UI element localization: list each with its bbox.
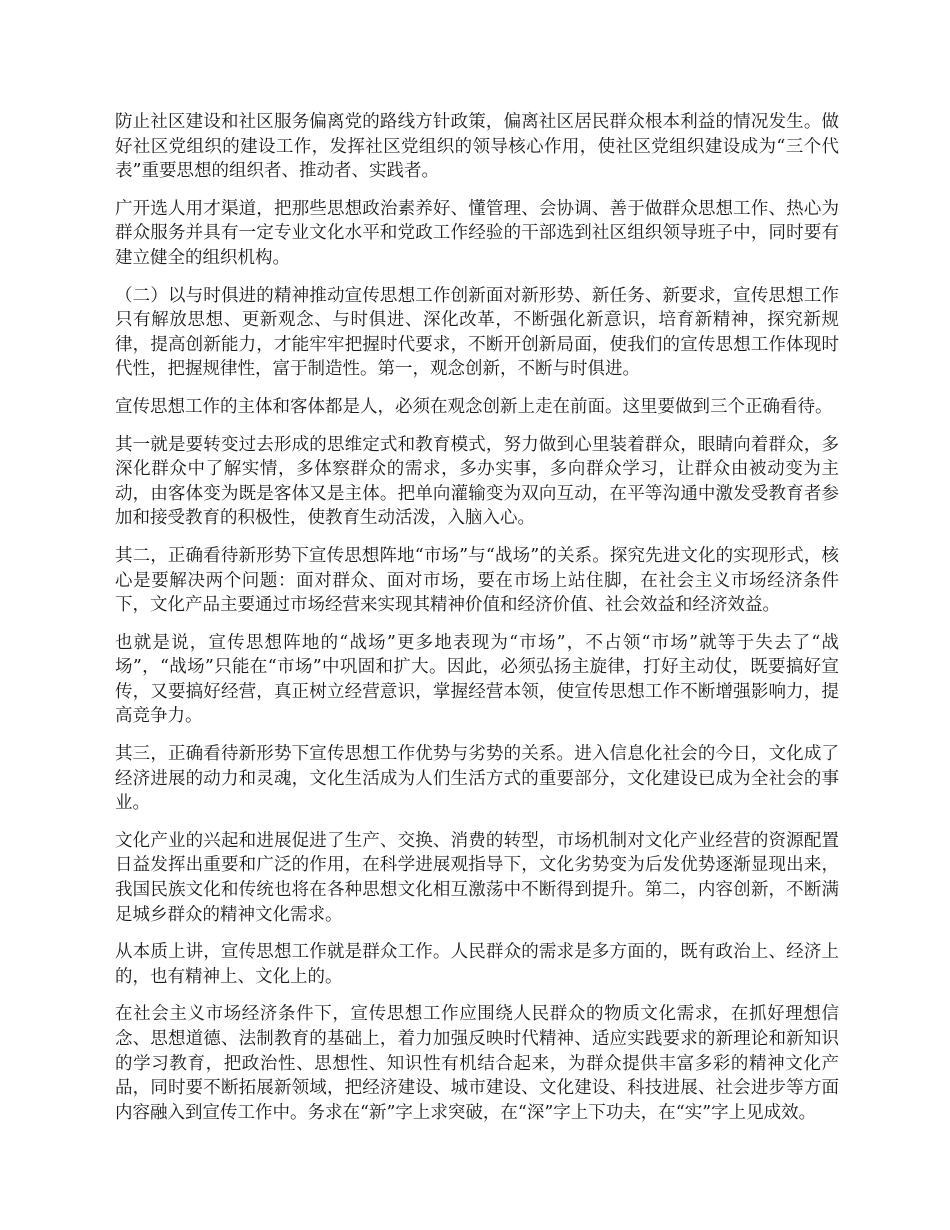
paragraph-3: （二）以与时俱进的精神推动宣传思想工作创新面对新形势、新任务、新要求，宣传思想工作只有解放思想、更新观念、与时俱进、深化改革，不断强化新意识，培育新精神，探究新规律，提高创新能力，才能牢牢把握时代要求，不断开创新局面，使我们的宣传思想工作体现时代性，把握规律性，富于制造性。第一，观念创新，不断与时俱进。 — [115, 285, 839, 380]
paragraph-4: 宣传思想工作的主体和客体都是人，必须在观念创新上走在前面。这里要做到三个正确看待。 — [115, 396, 833, 417]
paragraph-10: 从本质上讲，宣传思想工作就是群众工作。人民群众的需求是多方面的，既有政治上、经济上的，也有精神上、文化上的。 — [115, 942, 839, 987]
paragraph-7: 也就是说，宣传思想阵地的“战场”更多地表现为“市场”，不占领“市场”就等于失去了“战场”，“战场”只能在“市场”中巩固和扩大。因此，必须弘扬主旋律，打好主动仗，既要搞好宣传，又要搞好经营，真正树立经营意识，掌握经营本领，使宣传思想工作不断增强影响力，提高竞争力。 — [115, 632, 839, 727]
document-body — [115, 110, 839, 1138]
paragraph-8: 其三，正确看待新形势下宣传思想工作优势与劣势的关系。进入信息化社会的今日，文化成了经济进展的动力和灵魂，文化生活成为人们生活方式的重要部分，文化建设已成为全社会的事业。 — [115, 744, 839, 814]
paragraph-9: 文化产业的兴起和进展促进了生产、交换、消费的转型，市场机制对文化产业经营的资源配置日益发挥出重要和广泛的作用，在科学进展观指导下，文化劣势变为后发优势逐渐显现出来，我国民族文化和传统也将在各种思想文化相互激荡中不断得到提升。第二，内容创新，不断满足城乡群众的精神文化需求。 — [115, 830, 839, 925]
paragraph-11: 在社会主义市场经济条件下，宣传思想工作应围绕人民群众的物质文化需求，在抓好理想信念、思想道德、法制教育的基础上，着力加强反映时代精神、适应实践要求的新理论和新知识的学习教育，把政治性、思想性、知识性有机结合起来，为群众提供丰富多彩的精神文化产品，同时要不断拓展新领域，把经济建设、城市建设、文化建设、科技进展、社会进步等方面内容融入到宣传工作中。务求在“新”字上求突破，在“深”字上下功夫，在“实”字上见成效。 — [115, 1004, 839, 1123]
paragraph-5: 其一就是要转变过去形成的思维定式和教育模式，努力做到心里装着群众，眼睛向着群众，多深化群众中了解实情，多体察群众的需求，多办实事，多向群众学习，让群众由被动变为主动，由客体变为既是客体又是主体。把单向灌输变为双向互动，在平等沟通中激发受教育者参加和接受教育的积极性，使教育生动活泼，入脑入心。 — [115, 434, 839, 529]
paragraph-6: 其二，正确看待新形势下宣传思想阵地“市场”与“战场”的关系。探究先进文化的实现形式，核心是要解决两个问题：面对群众、面对市场，要在市场上站住脚，在社会主义市场经济条件下，文化产品主要通过市场经营来实现其精神价值和经济价值、社会效益和经济效益。 — [115, 545, 839, 616]
paragraph-2: 广开选人用才渠道，把那些思想政治素养好、懂管理、会协调、善于做群众思想工作、热心为群众服务并具有一定专业文化水平和党政工作经验的干部选到社区组织领导班子中，同时要有建立健全的组织机构。 — [115, 198, 839, 268]
paragraph-1: 防止社区建设和社区服务偏离党的路线方针政策，偏离社区居民群众根本利益的情况发生。做好社区党组织的建设工作，发挥社区党组织的领导核心作用，使社区党组织建设成为“三个代表”重要思想的组织者、推动者、实践者。 — [115, 112, 839, 182]
